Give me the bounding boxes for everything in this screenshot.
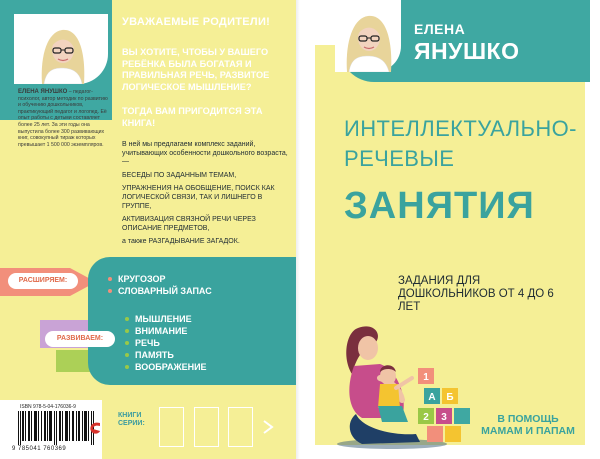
back-item: АКТИВИЗАЦИЯ СВЯЗНОЙ РЕЧИ ЧЕРЕЗ ОПИСАНИЕ ПРЕДМЕТОВ, (122, 216, 256, 232)
back-last-prefix: а также (122, 238, 149, 246)
author-portrait-icon (14, 14, 108, 84)
author-bio-text: – педагог-психолог, автор методик по развитию и обучению дошкольников, практикующий педагог и логопед. Её опыт работы с детьми составляет более 25 лет. За эти годы она выпустила более 300 развивающих книг, совокупный тираж которых превышает 1 500 000 экземпляров. (18, 89, 108, 148)
series-book-slot (159, 407, 184, 447)
block-label: Б (446, 392, 454, 403)
title-line-2: РЕЧЕВЫЕ (344, 146, 455, 171)
develop-item: ВНИМАНИЕ (125, 325, 207, 337)
expand-list (108, 273, 212, 297)
back-intro: В ней мы предлагаем комплекс заданий, учитывающих особенности дошкольного возраста, — (122, 141, 288, 166)
series-label: КНИГИ СЕРИИ: (118, 412, 145, 427)
develop-item: МЫШЛЕНИЕ (125, 313, 207, 325)
isbn-text: ISBN 978-5-04-176036-9 (20, 404, 76, 410)
author-bio-name: ЕЛЕНА ЯНУШКО (18, 89, 68, 95)
develop-item: ПАМЯТЬ (125, 349, 207, 361)
back-then: ТОГДА ВАМ ПРИГОДИТСЯ ЭТА КНИГА! (122, 106, 263, 128)
tagline: В ПОМОЩЬ МАМАМ И ПАПАМ (481, 413, 575, 437)
series-arrow-icon (262, 420, 274, 434)
develop-item: РЕЧЬ (125, 337, 207, 349)
author-bio (18, 89, 108, 148)
back-item: БЕСЕДЫ ПО ЗАДАННЫМ ТЕМАМ, (122, 171, 237, 179)
series-book-slot (228, 407, 253, 447)
barcode-icon (18, 411, 94, 445)
block-label: 1 (423, 372, 429, 383)
back-last-item (122, 238, 292, 247)
barcode-area (0, 400, 102, 459)
back-description (122, 141, 292, 252)
author-first-name: ЕЛЕНА (414, 21, 466, 37)
develop-list (125, 313, 207, 373)
back-last-item-text: РАЗГАДЫВАНИЕ ЗАГАДОК. (148, 238, 240, 246)
subtitle: ЗАДАНИЯ ДЛЯ ДОШКОЛЬНИКОВ ОТ 4 ДО 6 ЛЕТ (398, 275, 554, 313)
develop-item: ВООБРАЖЕНИЕ (125, 361, 207, 373)
title-line-3: ЗАНЯТИЯ (344, 185, 535, 227)
back-item: УПРАЖНЕНИЯ НА ОБОБЩЕНИЕ, ПОИСК КАК ЛОГИЧЕСКОЙ СВЯЗИ, ТАК И ЛИШНЕГО В ГРУППЕ, (122, 185, 275, 210)
mother-child-illustration-icon (332, 318, 482, 450)
develop-label: РАЗВИВАЕМ: (45, 331, 115, 347)
expand-item: СЛОВАРНЫЙ ЗАПАС (108, 285, 212, 297)
back-heading: УВАЖАЕМЫЕ РОДИТЕЛИ! (122, 16, 271, 28)
front-author-photo-card (335, 0, 401, 72)
back-author-photo-card (14, 14, 108, 84)
title-line-1: ИНТЕЛЛЕКТУАЛЬНО- (344, 116, 577, 141)
expand-label: РАСШИРЯЕМ: (8, 273, 78, 289)
publisher-logo-icon (88, 420, 102, 436)
series-book-slot (194, 407, 219, 447)
expand-item: КРУГОЗОР (108, 273, 212, 285)
back-question: ВЫ ХОТИТЕ, ЧТОБЫ У ВАШЕГО РЕБЁНКА БЫЛА БОГАТАЯ И ПРАВИЛЬНАЯ РЕЧЬ, РАЗВИТОЕ ЛОГИЧЕСКОЕ МЫШЛЕНИЕ? (122, 47, 270, 92)
author-portrait-icon (335, 0, 401, 72)
barcode-number: 9 785041 760369 (12, 446, 67, 452)
author-last-name: ЯНУШКО (414, 38, 520, 64)
block-label: 2 (423, 412, 429, 423)
block-label: 3 (441, 412, 447, 423)
block-label: A (428, 392, 436, 403)
